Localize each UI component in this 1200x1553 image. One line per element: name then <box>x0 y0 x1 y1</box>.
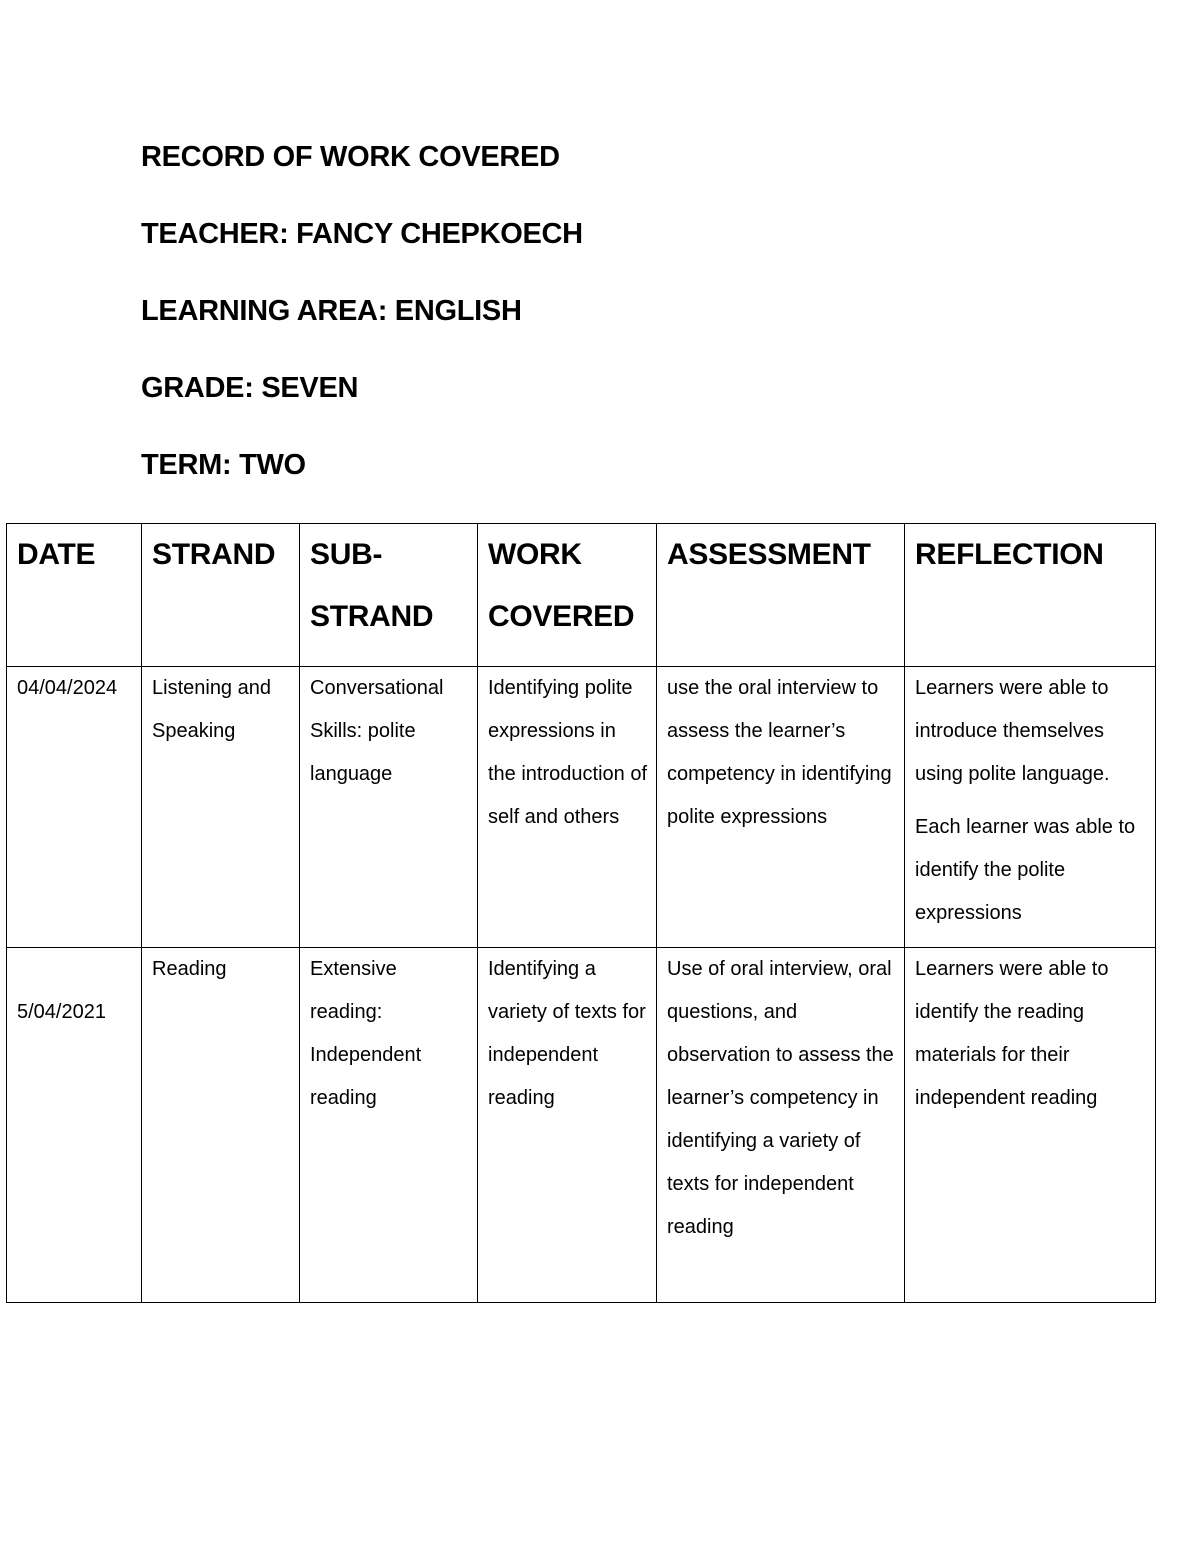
cell-date <box>7 667 142 948</box>
cell-sub-strand: Conversational Skills: polite language <box>300 667 478 948</box>
cell-assessment: Use of oral interview, oral questions, and observation to assess the learner’s competency in identifying a variety of texts for independent reading <box>657 948 905 1303</box>
reflection-paragraph: Learners were able to identify the reading materials for their independent reading <box>915 958 1109 1109</box>
learning-area-line: LEARNING AREA: ENGLISH <box>141 295 522 327</box>
document-title: RECORD OF WORK COVERED <box>141 141 560 173</box>
date-value: 04/04/2024 <box>17 677 118 699</box>
table-header-row <box>7 524 1156 667</box>
document-heading <box>141 143 583 528</box>
header-strand: STRAND <box>142 524 300 667</box>
cell-strand: Listening and Speaking <box>142 667 300 948</box>
header-sub-strand: SUB-STRAND <box>300 524 478 667</box>
reflection-paragraph: Learners were able to introduce themselves using polite language. <box>915 677 1110 785</box>
cell-sub-strand: Extensive reading: Independent reading <box>300 948 478 1303</box>
cell-work-covered: Identifying a variety of texts for independent reading <box>478 948 657 1303</box>
table-row <box>7 667 1156 948</box>
header-work-covered: WORK COVERED <box>478 524 657 667</box>
date-value: 5/04/2021 <box>17 1001 106 1023</box>
cell-assessment: use the oral interview to assess the learner’s competency in identifying polite expressions <box>657 667 905 948</box>
cell-reflection <box>905 948 1156 1303</box>
cell-strand: Reading <box>142 948 300 1303</box>
grade-line: GRADE: SEVEN <box>141 372 359 404</box>
cell-work-covered: Identifying polite expressions in the introduction of self and others <box>478 667 657 948</box>
term-line: TERM: TWO <box>141 449 306 481</box>
cell-reflection <box>905 667 1156 948</box>
header-reflection: REFLECTION <box>905 524 1156 667</box>
table-row <box>7 948 1156 1303</box>
teacher-line: TEACHER: FANCY CHEPKOECH <box>141 218 583 250</box>
header-date: DATE <box>7 524 142 667</box>
header-assessment: ASSESSMENT <box>657 524 905 667</box>
reflection-paragraph: Each learner was able to identify the polite expressions <box>915 816 1136 924</box>
cell-date <box>7 948 142 1303</box>
record-table <box>6 523 1156 1303</box>
